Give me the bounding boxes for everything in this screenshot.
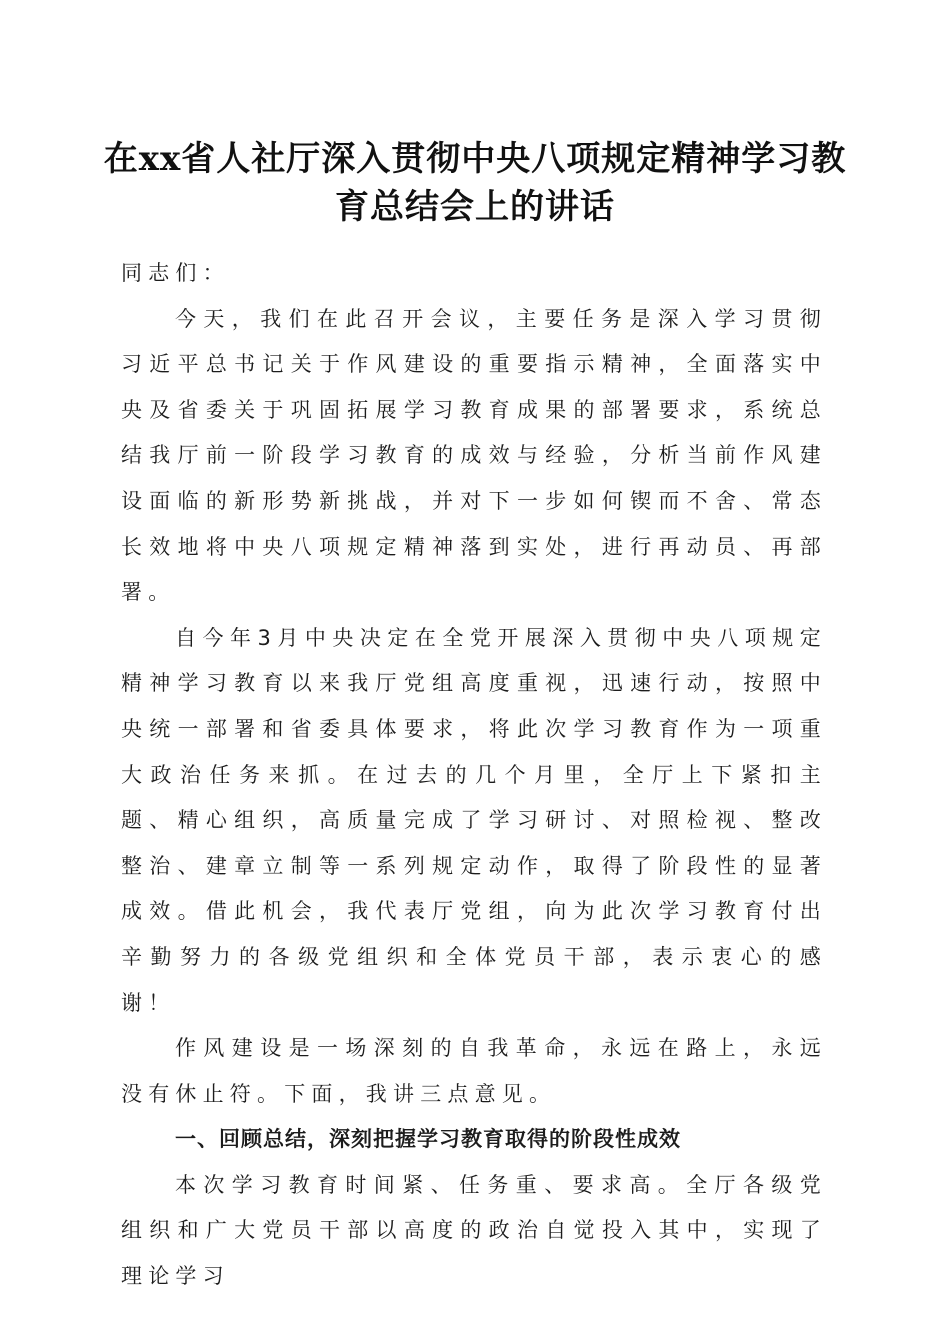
paragraph-2: 自今年3月中央决定在全党开展深入贯彻中央八项规定精神学习教育以来我厅党组高度重视，迅速行动，按照中央统一部署和省委具体要求，将此次学习教育作为一项重大政治任务来抓。在过去的几个月里，全厅上下紧扣主题、精心组织，高质量完成了学习研讨、对照检视、整改整治、建章立制等一系列规定动作，取得了阶段性的显著成效。借此机会，我代表厅党组，向为此次学习教育付出辛勤努力的各级党组织和全体党员干部，表示衷心的感谢！ [121,625,827,1015]
paragraph-3: 作风建设是一场深刻的自我革命，永远在路上，永远没有休止符。下面，我讲三点意见。 [121,1036,827,1106]
document-body [121,251,827,1300]
salutation: 同志们： [121,261,230,285]
paragraph-1: 今天，我们在此召开会议，主要任务是深入学习贯彻习近平总书记关于作风建设的重要指示精神，全面落实中央及省委关于巩固拓展学习教育成果的部署要求，系统总结我厅前一阶段学习教育的成效与经验，分析当前作风建设面临的新形势新挑战，并对下一步如何锲而不舍、常态长效地将中央八项规定精神落到实处，进行再动员、再部署。 [121,306,827,605]
document-title: 在xx省人社厅深入贯彻中央八项规定精神学习教育总结会上的讲话 [103,139,847,227]
section-paragraph: 本次学习教育时间紧、任务重、要求高。全厅各级党组织和广大党员干部以高度的政治自觉投入其中，实现了理论学习 [121,1172,827,1289]
section-heading: 一、回顾总结，深刻把握学习教育取得的阶段性成效 [175,1127,681,1152]
